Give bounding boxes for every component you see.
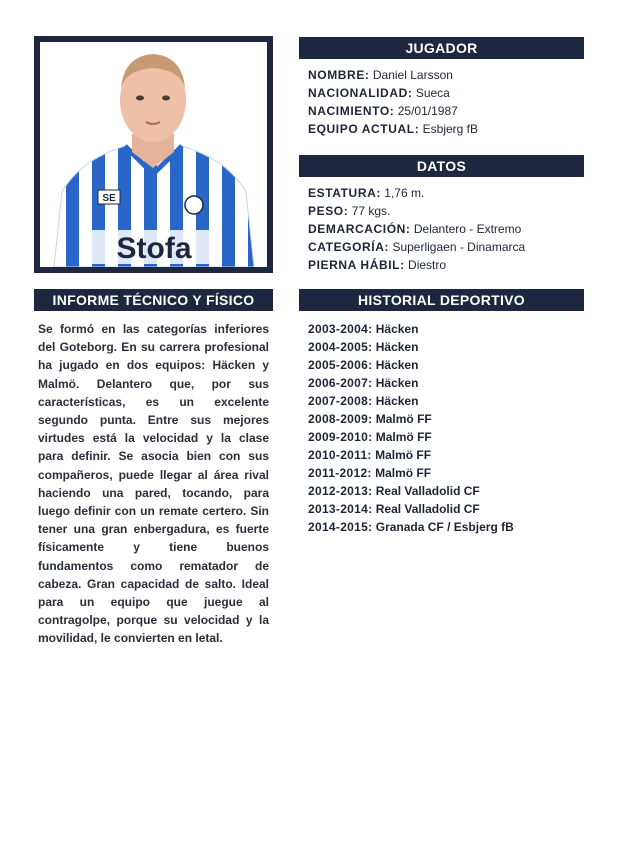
history-list (308, 320, 514, 536)
info-value: Daniel Larsson (372, 68, 453, 82)
history-season: 2014-2015: (308, 520, 373, 534)
info-label: NACIONALIDAD: (308, 86, 413, 100)
history-row (308, 464, 514, 482)
history-club: Häcken (375, 376, 419, 390)
player-section-header: JUGADOR (299, 37, 584, 59)
history-row (308, 482, 514, 500)
info-label: PESO: (308, 204, 349, 218)
history-row (308, 428, 514, 446)
history-club: Malmö FF (375, 412, 432, 426)
info-row (308, 220, 525, 238)
history-season: 2005-2006: (308, 358, 373, 372)
history-season: 2006-2007: (308, 376, 373, 390)
data-info-list (308, 184, 525, 274)
info-row (308, 256, 525, 274)
history-club: Häcken (375, 340, 419, 354)
player-portrait-illustration (40, 42, 267, 267)
info-row (308, 66, 478, 84)
report-paragraph: Se formó en las categorías inferiores del Goteborg. En su carrera profesional ha jugado en dos equipos: Häcken y Malmö. Delantero que, por sus características, es un excelente segundo punta. Entre sus mejores virtudes está la velocidad y la clase para definir. Se asocia bien con sus compañeros, puede llegar al área rival haciendo una pared, tocando, para luego definir con un remate certero. Sin tener una gran enbergadura, es fuerte físicamente y tiene buenos fundamentos como rematador de cabeza. Gran capacidad de salto. Ideal para un equipo que juegue al contragolpe, porque su velocidad y la movilidad, le convierten en letal. (38, 322, 269, 646)
history-row (308, 500, 514, 518)
sponsor-logo-text: Stofa (116, 232, 192, 265)
history-row (308, 446, 514, 464)
history-row (308, 518, 514, 536)
history-season: 2013-2014: (308, 502, 373, 516)
history-row (308, 392, 514, 410)
info-value: Sueca (415, 86, 450, 100)
history-club: Real Valladolid CF (375, 484, 480, 498)
info-value: Diestro (408, 258, 447, 272)
info-label: EQUIPO ACTUAL: (308, 122, 420, 136)
info-label: DEMARCACIÓN: (308, 222, 411, 236)
history-club: Häcken (375, 322, 419, 336)
info-label: PIERNA HÁBIL: (308, 258, 405, 272)
history-season: 2009-2010: (308, 430, 373, 444)
history-row (308, 320, 514, 338)
info-label: NACIMIENTO: (308, 104, 395, 118)
history-season: 2007-2008: (308, 394, 373, 408)
report-section-header: INFORME TÉCNICO Y FÍSICO (34, 289, 273, 311)
history-club: Malmö FF (375, 466, 432, 480)
history-club: Malmö FF (375, 448, 432, 462)
info-label: NOMBRE: (308, 68, 370, 82)
history-club: Häcken (375, 358, 419, 372)
history-season: 2011-2012: (308, 466, 372, 480)
info-row (308, 238, 525, 256)
info-row (308, 84, 478, 102)
history-row (308, 356, 514, 374)
history-season: 2012-2013: (308, 484, 373, 498)
history-section-header: HISTORIAL DEPORTIVO (299, 289, 584, 311)
svg-text:SE: SE (102, 193, 116, 204)
info-value: 77 kgs. (351, 204, 391, 218)
info-value: 1,76 m. (384, 186, 425, 200)
history-row (308, 410, 514, 428)
info-row (308, 102, 478, 120)
history-season: 2008-2009: (308, 412, 373, 426)
info-row (308, 202, 525, 220)
report-text-block (38, 320, 269, 648)
history-club: Malmö FF (375, 430, 432, 444)
info-row (308, 184, 525, 202)
history-row (308, 338, 514, 356)
info-row (308, 120, 478, 138)
history-row (308, 374, 514, 392)
info-label: CATEGORÍA: (308, 240, 390, 254)
player-info-list (308, 66, 478, 138)
history-season: 2003-2004: (308, 322, 373, 336)
history-club: Granada CF / Esbjerg fB (375, 520, 514, 534)
info-value: Delantero - Extremo (413, 222, 522, 236)
history-season: 2004-2005: (308, 340, 373, 354)
info-label: ESTATURA: (308, 186, 381, 200)
info-value: Superligaen - Dinamarca (392, 240, 526, 254)
info-value: 25/01/1987 (397, 104, 458, 118)
player-photo (40, 42, 267, 267)
info-value: Esbjerg fB (422, 122, 478, 136)
history-season: 2010-2011: (308, 448, 372, 462)
data-section-header: DATOS (299, 155, 584, 177)
player-photo-frame (34, 36, 273, 273)
history-club: Häcken (375, 394, 419, 408)
history-club: Real Valladolid CF (375, 502, 480, 516)
